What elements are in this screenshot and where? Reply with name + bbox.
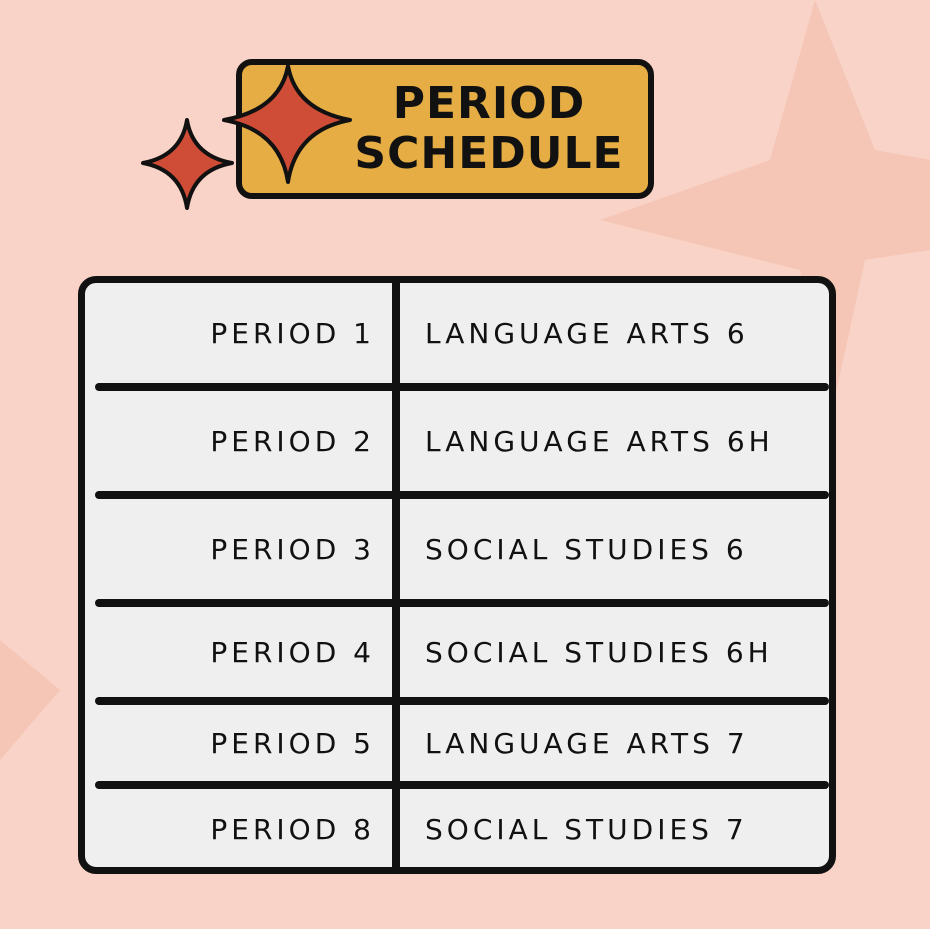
schedule-table bbox=[78, 276, 836, 874]
table-row bbox=[85, 705, 829, 781]
row-divider bbox=[95, 697, 829, 705]
table-row bbox=[85, 391, 829, 491]
class-cell: SOCIAL STUDIES 6 bbox=[425, 532, 748, 566]
table-row bbox=[85, 283, 829, 383]
period-cell: PERIOD 8 bbox=[210, 812, 375, 846]
period-cell: PERIOD 5 bbox=[210, 726, 375, 760]
class-cell: LANGUAGE ARTS 6H bbox=[425, 424, 774, 458]
period-cell: PERIOD 2 bbox=[210, 424, 375, 458]
period-cell: PERIOD 3 bbox=[210, 532, 375, 566]
period-cell: PERIOD 4 bbox=[210, 635, 375, 669]
class-cell: LANGUAGE ARTS 6 bbox=[425, 316, 749, 350]
class-cell: SOCIAL STUDIES 7 bbox=[425, 812, 748, 846]
table-row bbox=[85, 607, 829, 697]
table-row bbox=[85, 789, 829, 869]
class-cell: SOCIAL STUDIES 6H bbox=[425, 635, 773, 669]
period-cell: PERIOD 1 bbox=[210, 316, 375, 350]
row-divider bbox=[95, 599, 829, 607]
row-divider bbox=[95, 491, 829, 499]
title-box bbox=[236, 59, 654, 199]
table-row bbox=[85, 499, 829, 599]
title-line-1: PERIOD bbox=[392, 78, 586, 129]
row-divider bbox=[95, 383, 829, 391]
class-cell: LANGUAGE ARTS 7 bbox=[425, 726, 749, 760]
title-line-2: SCHEDULE bbox=[354, 128, 624, 179]
row-divider bbox=[95, 781, 829, 789]
